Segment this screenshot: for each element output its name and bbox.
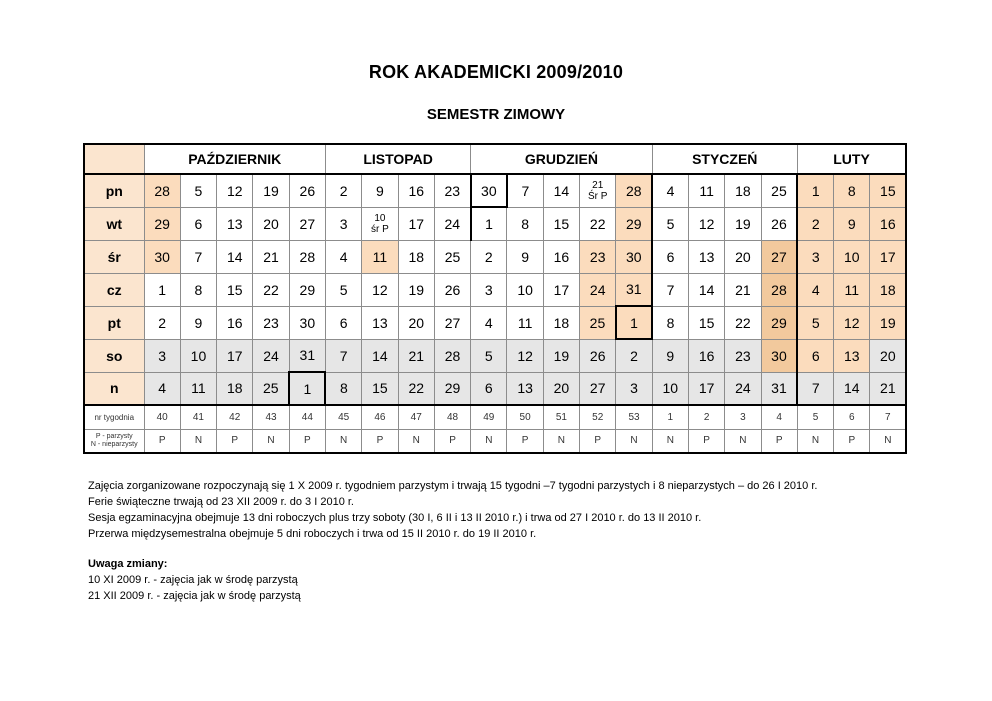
date-cell: 11 xyxy=(688,174,724,207)
date-cell: 5 xyxy=(797,306,833,339)
date-cell: 20 xyxy=(253,207,289,240)
date-cell: 3 xyxy=(616,372,652,405)
parity-value: P xyxy=(434,429,470,453)
week-number: 51 xyxy=(543,405,579,429)
date-cell: 16 xyxy=(688,339,724,372)
week-number: 4 xyxy=(761,405,797,429)
day-label: cz xyxy=(84,273,144,306)
date-cell: 15 xyxy=(688,306,724,339)
date-cell: 4 xyxy=(325,240,361,273)
parity-value: N xyxy=(870,429,906,453)
parity-value: P xyxy=(289,429,325,453)
date-cell: 10 xyxy=(507,273,543,306)
date-cell: 18 xyxy=(217,372,253,405)
date-cell: 27 xyxy=(289,207,325,240)
date-cell: 30 xyxy=(616,240,652,273)
week-number: 41 xyxy=(180,405,216,429)
date-cell: 12 xyxy=(688,207,724,240)
day-row xyxy=(84,273,906,306)
date-cell: 8 xyxy=(834,174,870,207)
date-cell: 9 xyxy=(362,174,398,207)
month-header-row xyxy=(84,144,906,174)
date-cell: 12 xyxy=(217,174,253,207)
date-cell: 8 xyxy=(652,306,688,339)
date-cell: 15 xyxy=(543,207,579,240)
page-subtitle: SEMESTR ZIMOWY xyxy=(426,106,566,123)
date-cell: 4 xyxy=(144,372,180,405)
week-label: nr tygodnia xyxy=(84,405,144,429)
date-cell: 17 xyxy=(398,207,434,240)
date-cell: 17 xyxy=(217,339,253,372)
date-cell: 29 xyxy=(289,273,325,306)
date-cell: 23 xyxy=(725,339,761,372)
date-cell: 5 xyxy=(471,339,507,372)
week-number: 49 xyxy=(471,405,507,429)
week-number: 1 xyxy=(652,405,688,429)
parity-value: P xyxy=(580,429,616,453)
parity-value: N xyxy=(543,429,579,453)
month-header: PAŹDZIERNIK xyxy=(144,144,325,174)
date-cell: 28 xyxy=(144,174,180,207)
date-cell: 6 xyxy=(797,339,833,372)
date-cell: 3 xyxy=(325,207,361,240)
date-cell: 10 xyxy=(652,372,688,405)
month-header: LISTOPAD xyxy=(325,144,470,174)
change-item: 21 XII 2009 r. - zajęcia jak w środę parzystą xyxy=(88,590,301,602)
date-cell: 11 xyxy=(834,273,870,306)
date-cell: 19 xyxy=(253,174,289,207)
day-row xyxy=(84,207,906,240)
date-cell: 16 xyxy=(217,306,253,339)
date-cell: 18 xyxy=(870,273,906,306)
date-cell: 23 xyxy=(253,306,289,339)
parity-value: N xyxy=(471,429,507,453)
date-cell: 2 xyxy=(797,207,833,240)
parity-value: P xyxy=(688,429,724,453)
parity-value: N xyxy=(253,429,289,453)
date-cell: 6 xyxy=(471,372,507,405)
date-cell: 27 xyxy=(761,240,797,273)
parity-value: N xyxy=(180,429,216,453)
date-cell: 14 xyxy=(688,273,724,306)
date-cell: 8 xyxy=(180,273,216,306)
date-cell: 29 xyxy=(434,372,470,405)
day-row xyxy=(84,339,906,372)
date-cell: 7 xyxy=(797,372,833,405)
week-number: 5 xyxy=(797,405,833,429)
month-header: LUTY xyxy=(797,144,906,174)
date-cell: 6 xyxy=(652,240,688,273)
parity-value: P xyxy=(761,429,797,453)
week-number: 42 xyxy=(217,405,253,429)
date-cell: 19 xyxy=(725,207,761,240)
date-cell: 16 xyxy=(543,240,579,273)
calendar-table xyxy=(83,143,907,454)
date-cell: 15 xyxy=(217,273,253,306)
date-cell: 13 xyxy=(217,207,253,240)
date-cell: 7 xyxy=(325,339,361,372)
date-cell: 26 xyxy=(580,339,616,372)
date-cell: 30 xyxy=(761,339,797,372)
notes xyxy=(88,478,817,542)
date-cell: 30 xyxy=(144,240,180,273)
week-number: 47 xyxy=(398,405,434,429)
parity-value: P xyxy=(362,429,398,453)
date-cell: 16 xyxy=(398,174,434,207)
date-cell: 28 xyxy=(289,240,325,273)
date-cell: 1 xyxy=(144,273,180,306)
date-cell: 27 xyxy=(580,372,616,405)
parity-legend xyxy=(84,429,144,453)
date-cell: 17 xyxy=(870,240,906,273)
date-cell: 27 xyxy=(434,306,470,339)
date-cell: 24 xyxy=(253,339,289,372)
changes-section xyxy=(88,556,301,604)
date-cell: 19 xyxy=(398,273,434,306)
date-cell: 4 xyxy=(797,273,833,306)
date-cell: 6 xyxy=(180,207,216,240)
date-cell: 29 xyxy=(761,306,797,339)
date-cell: 9 xyxy=(507,240,543,273)
week-number: 3 xyxy=(725,405,761,429)
parity-row xyxy=(84,429,906,453)
day-label: wt xyxy=(84,207,144,240)
date-cell: 8 xyxy=(325,372,361,405)
note-break: Przerwa międzysemestralna obejmuje 5 dni roboczych i trwa od 15 II 2010 r. do 19 II 2010 r. xyxy=(88,528,537,540)
date-cell: 17 xyxy=(543,273,579,306)
date-cell: 3 xyxy=(471,273,507,306)
date-cell: 16 xyxy=(870,207,906,240)
date-cell: 2 xyxy=(325,174,361,207)
date-cell: 21 xyxy=(870,372,906,405)
date-cell: 21 xyxy=(398,339,434,372)
date-cell: 12 xyxy=(507,339,543,372)
date-cell: 10 xyxy=(180,339,216,372)
week-number: 43 xyxy=(253,405,289,429)
parity-value: N xyxy=(325,429,361,453)
day-label: pt xyxy=(84,306,144,339)
parity-legend-even: P - parzysty xyxy=(95,432,133,440)
day-row xyxy=(84,306,906,339)
date-cell: 1 xyxy=(616,306,652,339)
date-cell: 24 xyxy=(434,207,470,240)
date-cell: 5 xyxy=(325,273,361,306)
parity-value: N xyxy=(797,429,833,453)
note-holidays: Ferie świąteczne trwają od 23 XII 2009 r. do 3 I 2010 r. xyxy=(88,496,354,508)
date-cell: 28 xyxy=(616,174,652,207)
date-cell: 25 xyxy=(434,240,470,273)
date-cell: 12 xyxy=(834,306,870,339)
day-label: pn xyxy=(84,174,144,207)
day-row xyxy=(84,174,906,207)
date-cell: 20 xyxy=(725,240,761,273)
date-cell: 20 xyxy=(543,372,579,405)
date-cell: 28 xyxy=(761,273,797,306)
date-cell: 25 xyxy=(253,372,289,405)
date-cell: 2 xyxy=(471,240,507,273)
date-cell: 1 xyxy=(797,174,833,207)
week-number: 7 xyxy=(870,405,906,429)
date-cell: 20 xyxy=(398,306,434,339)
changes-header: Uwaga zmiany: xyxy=(88,558,168,570)
date-cell: 11 xyxy=(362,240,398,273)
date-cell: 20 xyxy=(870,339,906,372)
date-cell: 7 xyxy=(652,273,688,306)
week-number: 40 xyxy=(144,405,180,429)
week-number: 52 xyxy=(580,405,616,429)
corner-cell xyxy=(84,144,144,174)
date-cell: 14 xyxy=(217,240,253,273)
date-note: śr P xyxy=(371,223,389,235)
date-cell: 9 xyxy=(652,339,688,372)
date-cell: 4 xyxy=(652,174,688,207)
date-cell: 22 xyxy=(253,273,289,306)
date-cell: 14 xyxy=(362,339,398,372)
date-cell: 11 xyxy=(180,372,216,405)
date-cell: 18 xyxy=(725,174,761,207)
date-note: Śr P xyxy=(587,190,608,202)
parity-value: P xyxy=(507,429,543,453)
date-cell: 2 xyxy=(616,339,652,372)
week-number: 53 xyxy=(616,405,652,429)
week-number: 6 xyxy=(834,405,870,429)
date-cell: 11 xyxy=(507,306,543,339)
date-cell: 14 xyxy=(543,174,579,207)
date-cell: 13 xyxy=(834,339,870,372)
date-cell: 25 xyxy=(580,306,616,339)
parity-legend-odd: N - nieparzysty xyxy=(90,440,138,448)
date-cell: 18 xyxy=(543,306,579,339)
date-cell: 22 xyxy=(725,306,761,339)
parity-value: N xyxy=(398,429,434,453)
date-cell: 31 xyxy=(761,372,797,405)
day-row xyxy=(84,240,906,273)
date-cell: 29 xyxy=(144,207,180,240)
date-cell: 7 xyxy=(180,240,216,273)
week-number: 2 xyxy=(688,405,724,429)
parity-value: N xyxy=(725,429,761,453)
date-cell: 4 xyxy=(471,306,507,339)
month-header: STYCZEŃ xyxy=(652,144,797,174)
date-cell: 22 xyxy=(398,372,434,405)
date-cell: 9 xyxy=(834,207,870,240)
date-cell: 26 xyxy=(434,273,470,306)
parity-value: N xyxy=(652,429,688,453)
date-cell: 13 xyxy=(362,306,398,339)
date-cell: 5 xyxy=(180,174,216,207)
date-number: 21 xyxy=(592,179,604,191)
date-cell: 6 xyxy=(325,306,361,339)
date-cell xyxy=(580,174,616,207)
page-title: ROK AKADEMICKI 2009/2010 xyxy=(368,62,624,82)
date-cell: 13 xyxy=(507,372,543,405)
day-label: n xyxy=(84,372,144,405)
week-number-row xyxy=(84,405,906,429)
date-number: 10 xyxy=(374,212,386,224)
date-cell: 3 xyxy=(797,240,833,273)
date-cell: 30 xyxy=(289,306,325,339)
change-item: 10 XI 2009 r. - zajęcia jak w środę parzystą xyxy=(88,574,298,586)
date-cell: 24 xyxy=(580,273,616,306)
note-exams: Sesja egzaminacyjna obejmuje 13 dni roboczych plus trzy soboty (30 I, 6 II i 13 II 2010 r.) i trwa od 27 I 2010 r. do 13 II 2010 r. xyxy=(88,512,702,524)
date-cell: 24 xyxy=(725,372,761,405)
date-cell: 15 xyxy=(870,174,906,207)
date-cell: 3 xyxy=(144,339,180,372)
date-cell: 19 xyxy=(870,306,906,339)
month-header: GRUDZIEŃ xyxy=(471,144,652,174)
date-cell: 21 xyxy=(253,240,289,273)
date-cell: 18 xyxy=(398,240,434,273)
day-row xyxy=(84,372,906,405)
date-cell: 10 xyxy=(834,240,870,273)
date-cell: 21 xyxy=(725,273,761,306)
date-cell: 26 xyxy=(761,207,797,240)
date-cell: 1 xyxy=(289,372,325,405)
date-cell: 31 xyxy=(289,339,325,372)
week-number: 48 xyxy=(434,405,470,429)
date-cell: 5 xyxy=(652,207,688,240)
date-cell: 17 xyxy=(688,372,724,405)
date-cell: 23 xyxy=(434,174,470,207)
date-cell: 25 xyxy=(761,174,797,207)
day-label: so xyxy=(84,339,144,372)
parity-value: P xyxy=(144,429,180,453)
date-cell: 1 xyxy=(471,207,507,240)
week-number: 46 xyxy=(362,405,398,429)
date-cell: 14 xyxy=(834,372,870,405)
day-label: śr xyxy=(84,240,144,273)
note-start: Zajęcia zorganizowane rozpoczynają się 1 X 2009 r. tygodniem parzystym i trwają 15 tygodni –7 tygodni parzystych i 8 nieparzystych – do 26 I 2010 r. xyxy=(88,480,818,492)
date-cell: 9 xyxy=(180,306,216,339)
date-cell: 22 xyxy=(580,207,616,240)
date-cell: 26 xyxy=(289,174,325,207)
date-cell: 12 xyxy=(362,273,398,306)
date-cell xyxy=(362,207,398,240)
parity-value: P xyxy=(217,429,253,453)
date-cell: 23 xyxy=(580,240,616,273)
date-cell: 29 xyxy=(616,207,652,240)
week-number: 44 xyxy=(289,405,325,429)
date-cell: 31 xyxy=(616,273,652,306)
date-cell: 30 xyxy=(471,174,507,207)
date-cell: 2 xyxy=(144,306,180,339)
date-cell: 13 xyxy=(688,240,724,273)
date-cell: 7 xyxy=(507,174,543,207)
week-number: 50 xyxy=(507,405,543,429)
date-cell: 15 xyxy=(362,372,398,405)
date-cell: 19 xyxy=(543,339,579,372)
parity-value: P xyxy=(834,429,870,453)
date-cell: 8 xyxy=(507,207,543,240)
week-number: 45 xyxy=(325,405,361,429)
date-cell: 28 xyxy=(434,339,470,372)
parity-value: N xyxy=(616,429,652,453)
